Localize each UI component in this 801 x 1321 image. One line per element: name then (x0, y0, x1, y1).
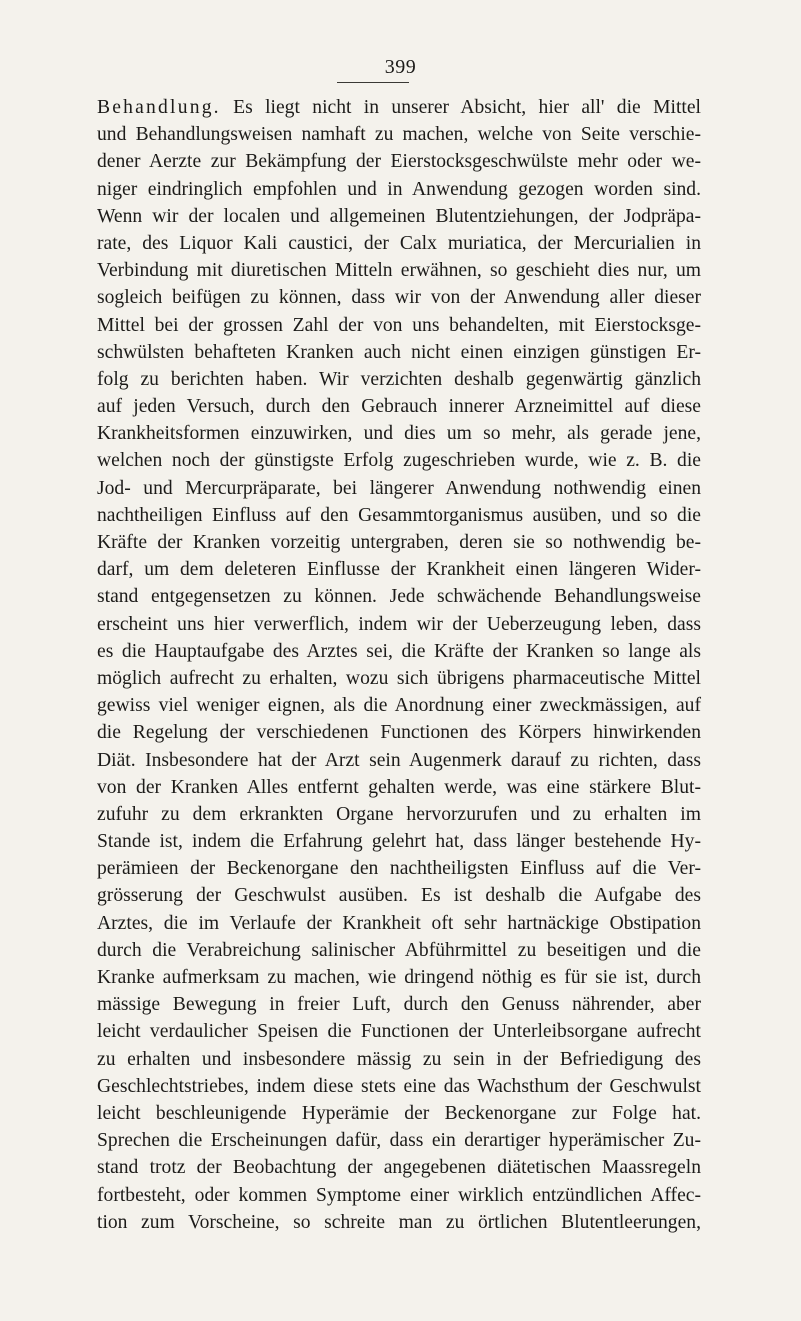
text-line: Verbindung mit diuretischen Mitteln erwähnen, so geschieht dies nur, um (97, 260, 701, 282)
text-line: Geschlechtstriebes, indem diese stets eine das Wachsthum der Geschwulst (97, 1075, 701, 1097)
text-line: stand trotz der Beobachtung der angegebenen diätetischen Maassregeln (97, 1157, 701, 1179)
text-line: tion zum Vorscheine, so schreite man zu örtlichen Blutentleerungen, (97, 1211, 701, 1233)
text-line: schwülsten behafteten Kranken auch nicht einen einzigen günstigen Er- (97, 341, 701, 363)
header-rule (337, 82, 409, 83)
text-line: leicht verdaulicher Speisen die Functionen der Unterleibsorgane aufrecht (97, 1021, 701, 1043)
text-line: darf, um dem deleteren Einflusse der Krankheit einen längeren Wider- (97, 559, 701, 581)
text-line: stand entgegensetzen zu können. Jede schwächende Behandlungsweise (97, 586, 701, 608)
text-line: und Behandlungsweisen namhaft zu machen, welche von Seite verschie- (97, 124, 701, 146)
text-line: nachtheiligen Einfluss auf den Gesammtorganismus ausüben, und so die (97, 504, 701, 526)
text-line: niger eindringlich empfohlen und in Anwendung gezogen worden sind. (97, 178, 701, 200)
text-line: zufuhr zu dem erkrankten Organe hervorzurufen und zu erhalten im (97, 803, 701, 825)
page-number: 399 (384, 56, 417, 78)
text-line: dener Aerzte zur Bekämpfung der Eierstocksgeschwülste mehr oder we- (97, 151, 701, 173)
text-line: grösserung der Geschwulst ausüben. Es ist deshalb die Aufgabe des (97, 885, 701, 907)
text-line: Kranke aufmerksam zu machen, wie dringend nöthig es für sie ist, durch (97, 967, 701, 988)
text-line: sogleich beifügen zu können, dass wir von der Anwendung aller dieser (97, 287, 701, 309)
text-line: gewiss viel weniger eignen, als die Anordnung einer zweckmässigen, auf (97, 695, 701, 717)
text-line: erscheint uns hier verwerflich, indem wir der Ueberzeugung leben, dass (97, 613, 701, 635)
text-line: die Regelung der verschiedenen Functionen des Körpers hinwirkenden (97, 722, 701, 744)
text-line: von der Kranken Alles entfernt gehalten werde, was eine stärkere Blut- (97, 776, 701, 798)
text-line: fortbesteht, oder kommen Symptome einer wirklich entzündlichen Affec- (97, 1184, 701, 1206)
text-line: Kräfte der Kranken vorzeitig untergraben, deren sie so nothwendig be- (97, 532, 701, 553)
text-line: folg zu berichten haben. Wir verzichten deshalb gegenwärtig gänzlich (97, 368, 701, 390)
text-line: rate, des Liquor Kali caustici, der Calx muriatica, der Mercurialien in (97, 232, 701, 254)
text-line: Krankheitsformen einzuwirken, und dies um so mehr, als gerade jene, (97, 423, 701, 445)
text-line: Jod- und Mercurpräparate, bei längerer Anwendung nothwendig einen (97, 477, 701, 499)
first-line-text: Es liegt nicht in unserer Absicht, hier all' die Mittel (220, 97, 701, 118)
text-line: leicht beschleunigende Hyperämie der Beckenorgane zur Folge hat. (97, 1102, 701, 1124)
text-line (97, 94, 701, 121)
text-line: perämieen der Beckenorgane den nachtheiligsten Einfluss auf die Ver- (97, 858, 701, 880)
text-line: Stande ist, indem die Erfahrung gelehrt hat, dass länger bestehende Hy- (97, 831, 701, 853)
text-line: welchen noch der günstigste Erfolg zugeschrieben wurde, wie z. B. die (97, 450, 701, 472)
text-line: Diät. Insbesondere hat der Arzt sein Augenmerk darauf zu richten, dass (97, 749, 701, 771)
body-text (97, 94, 701, 1236)
text-line: durch die Verabreichung salinischer Abführmittel zu beseitigen und die (97, 939, 701, 961)
text-line: möglich aufrecht zu erhalten, wozu sich übrigens pharmaceutische Mittel (97, 667, 701, 689)
text-line: auf jeden Versuch, durch den Gebrauch innerer Arzneimittel auf diese (97, 396, 701, 418)
section-lead-word: Behandlung. (97, 97, 221, 118)
text-line: Wenn wir der localen und allgemeinen Blutentziehungen, der Jodpräpa- (97, 205, 701, 227)
text-line: Mittel bei der grossen Zahl der von uns behandelten, mit Eierstocksge- (97, 314, 701, 336)
text-line: zu erhalten und insbesondere mässig zu sein in der Befriedigung des (97, 1048, 701, 1070)
text-line: Sprechen die Erscheinungen dafür, dass ein derartiger hyperämischer Zu- (97, 1130, 701, 1152)
text-line: Arztes, die im Verlaufe der Krankheit oft sehr hartnäckige Obstipation (97, 912, 701, 934)
text-line: es die Hauptaufgabe des Arztes sei, die Kräfte der Kranken so lange als (97, 640, 701, 662)
text-line: mässige Bewegung in freier Luft, durch den Genuss nährender, aber (97, 994, 701, 1016)
